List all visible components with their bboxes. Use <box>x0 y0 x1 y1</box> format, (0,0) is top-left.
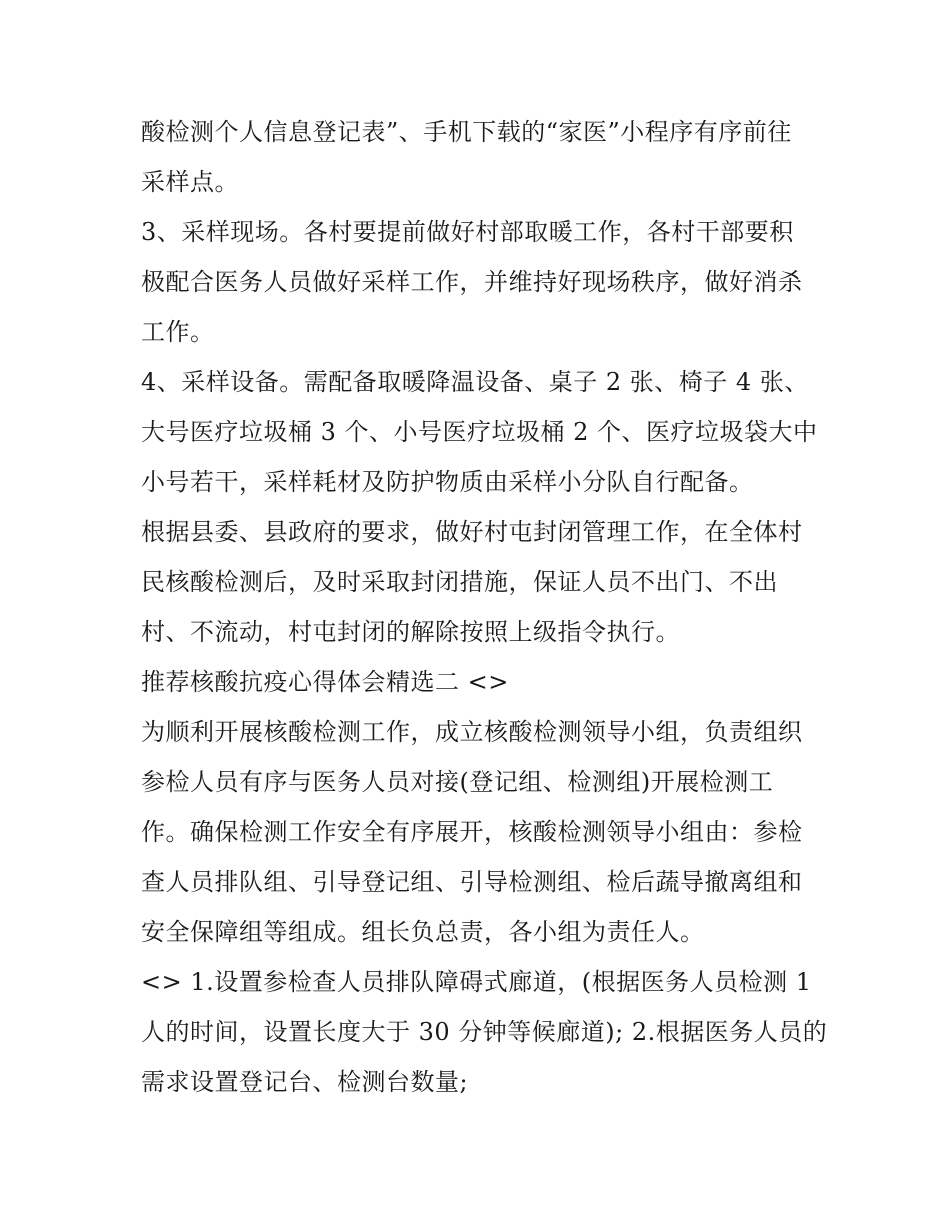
text-line: 根据县委、县政府的要求，做好村屯封闭管理工作，在全体村 <box>141 518 803 546</box>
text-line: 3、采样现场。各村要提前做好村部取暖工作，各村干部要积 <box>141 218 794 246</box>
text-line: 酸检测个人信息登记表”、手机下载的“家医”小程序有序前往 <box>141 118 792 146</box>
text-line: 参检人员有序与医务人员对接(登记组、检测组)开展检测工 <box>141 768 774 796</box>
text-line: <> 1.设置参检查人员排队障碍式廊道，(根据医务人员检测 1 <box>141 968 812 996</box>
text-line: 村、不流动，村屯封闭的解除按照上级指令执行。 <box>141 618 680 646</box>
text-line: 小号若干，采样耗材及防护物质由采样小分队自行配备。 <box>141 468 754 496</box>
text-line: 安全保障组等组成。组长负总责，各小组为责任人。 <box>141 918 705 946</box>
text-line: 民核酸检测后，及时采取封闭措施，保证人员不出门、不出 <box>141 568 778 596</box>
section-heading: 推荐核酸抗疫心得体会精选二 <> <box>141 668 509 696</box>
text-line: 极配合医务人员做好采样工作，并维持好现场秩序，做好消杀 <box>141 268 803 296</box>
text-line: 人的时间，设置长度大于 30 分钟等候廊道); 2.根据医务人员的 <box>141 1018 828 1046</box>
text-line: 4、采样设备。需配备取暖降温设备、桌子 2 张、椅子 4 张、 <box>141 368 809 396</box>
text-line: 为顺利开展核酸检测工作，成立核酸检测领导小组，负责组织 <box>141 718 803 746</box>
text-line: 工作。 <box>141 318 215 346</box>
text-line: 作。确保检测工作安全有序展开，核酸检测领导小组由：参检 <box>141 818 803 846</box>
text-line: 查人员排队组、引导登记组、引导检测组、检后蔬导撤离组和 <box>141 868 803 896</box>
text-line: 采样点。 <box>141 168 239 196</box>
document-body <box>141 107 828 1107</box>
text-line: 大号医疗垃圾桶 3 个、小号医疗垃圾桶 2 个、医疗垃圾袋大中 <box>141 418 818 446</box>
text-line: 需求设置登记台、检测台数量; <box>141 1068 469 1096</box>
